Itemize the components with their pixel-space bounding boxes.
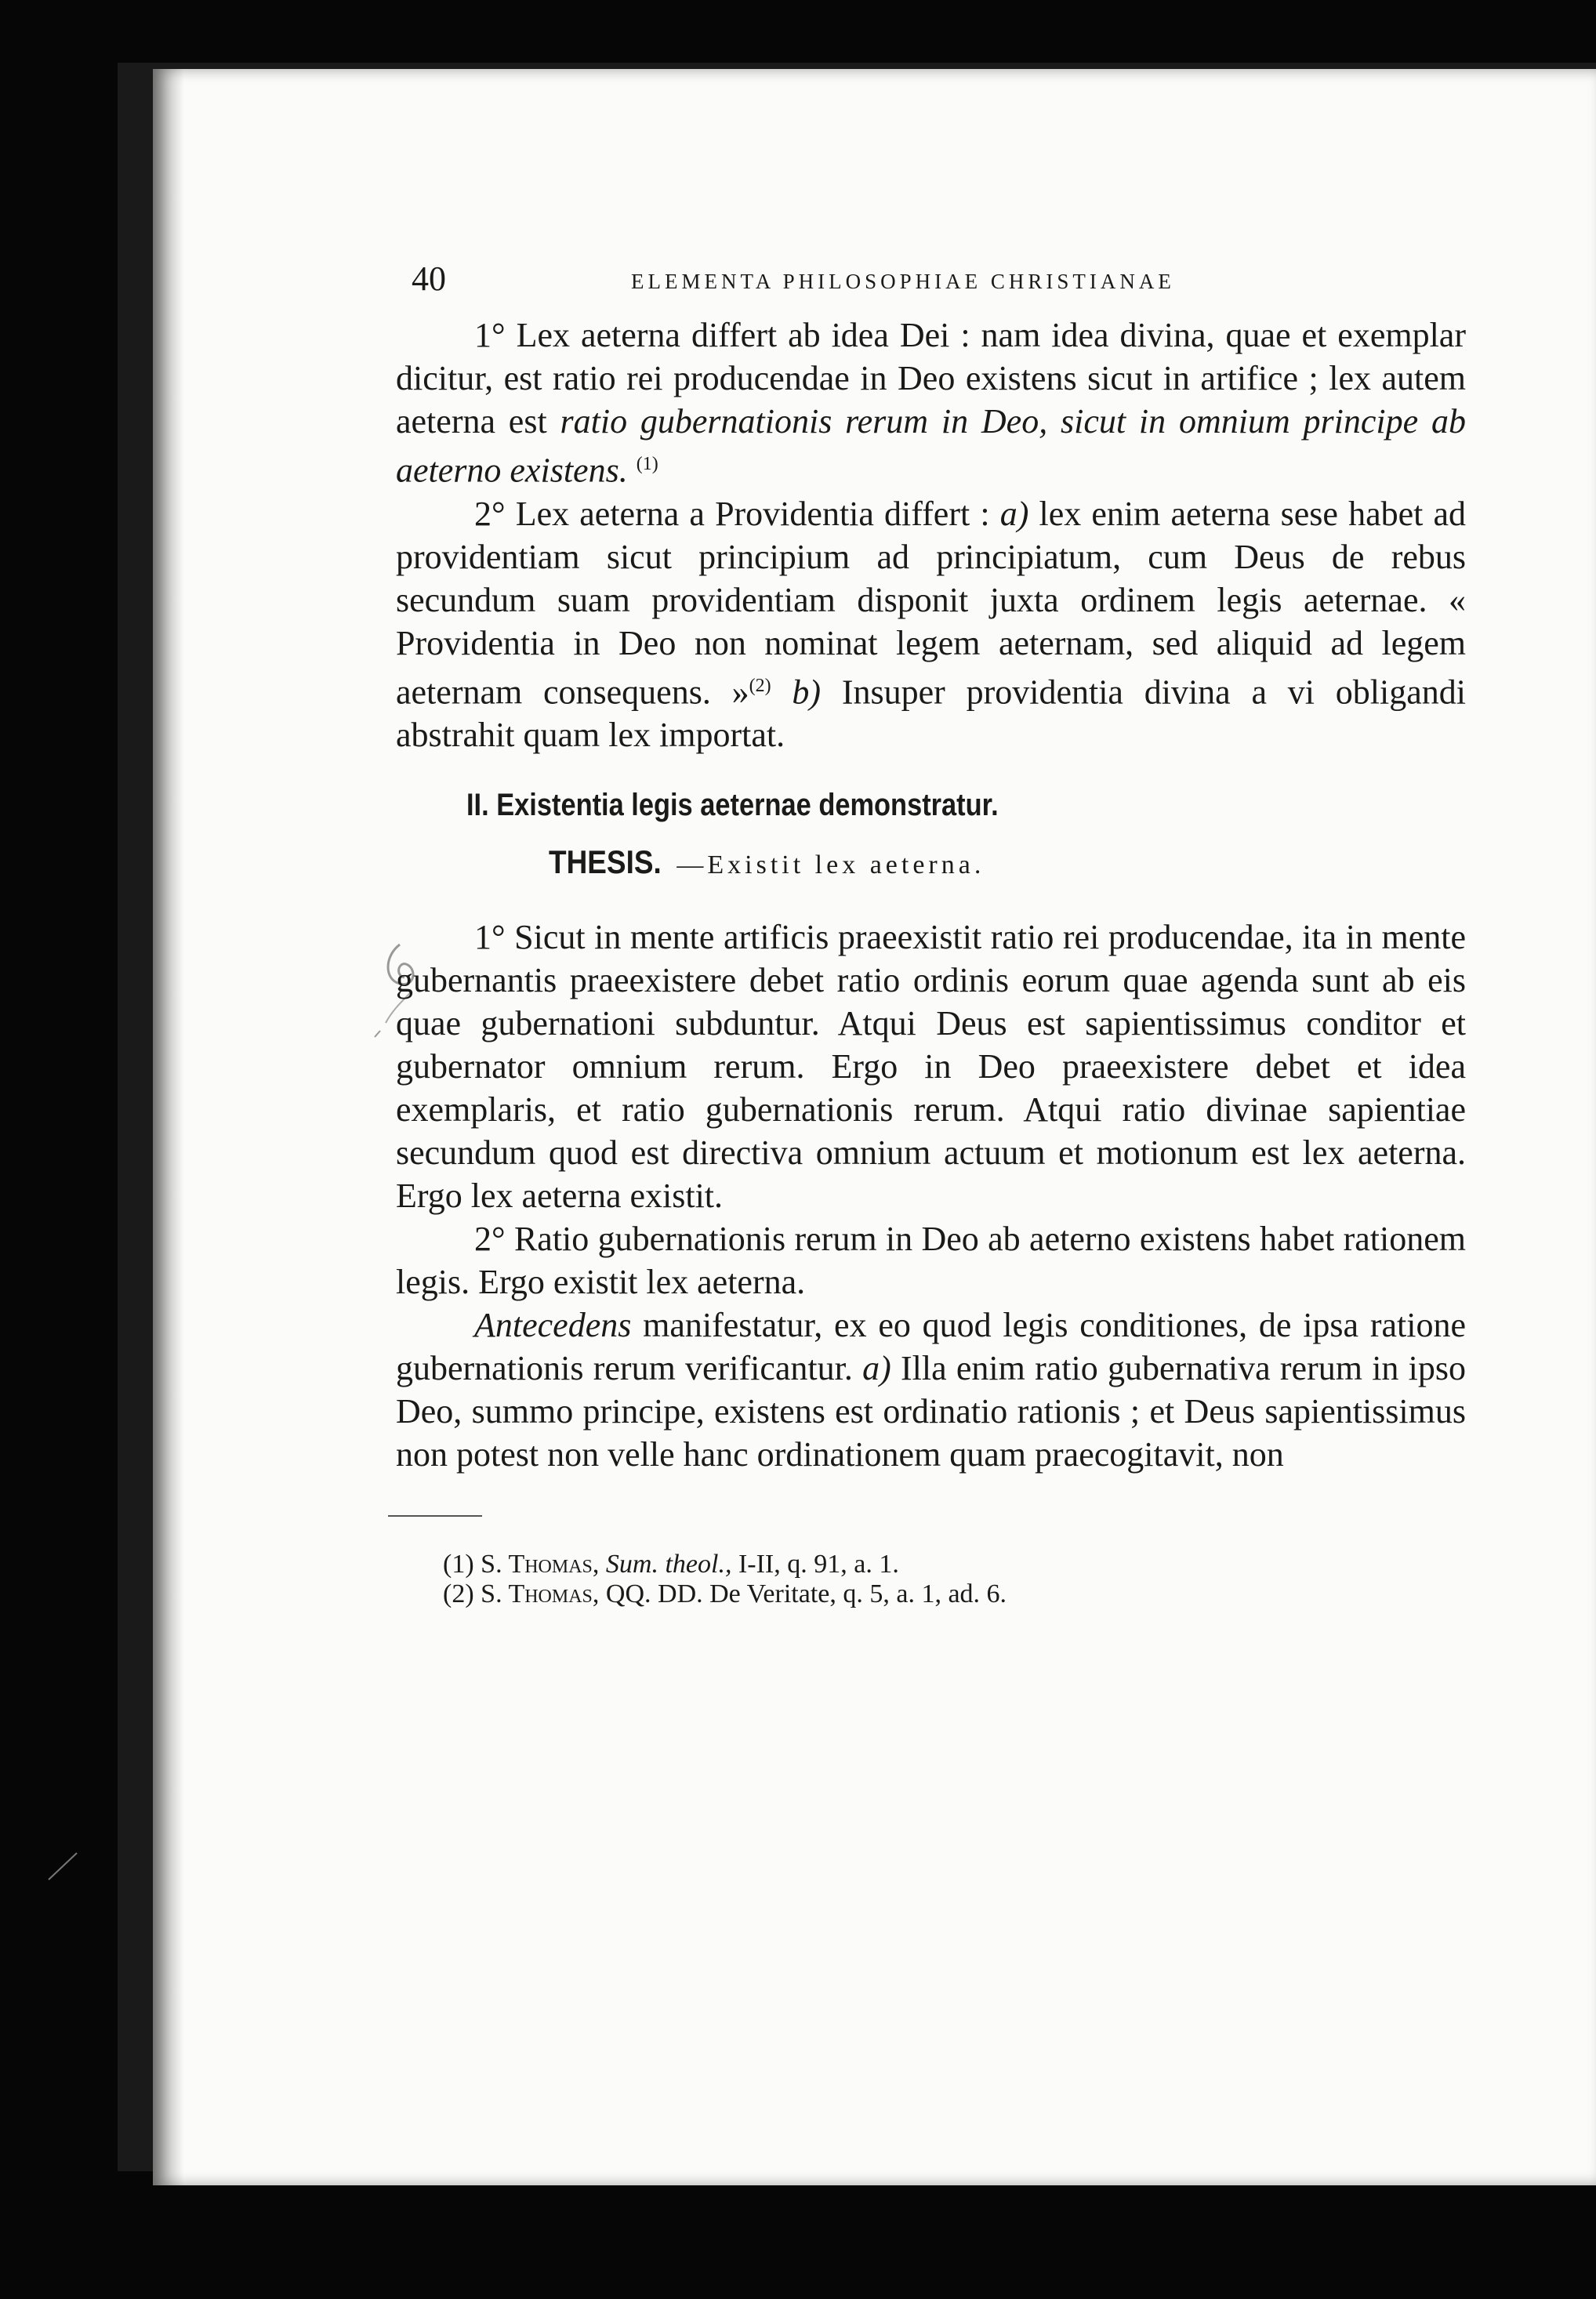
footnote-number: (1) [443,1550,474,1579]
footnote-1 [443,1550,1466,1579]
paragraph-text: 1° Lex aeterna differt ab idea Dei : nam idea divina, quae et exemplar dicitur, est ratio rei producendae in Deo existens sicut in artifice ; lex autem aeterna est [396,316,1466,441]
binding-scratch-mark [47,1850,78,1881]
paragraph-antecedens [396,1304,1466,1476]
paragraph-text: manifestatur, ex eo quod legis conditiones, de ipsa ratione gubernationis rerum verificantur. [396,1306,1466,1388]
page-number: 40 [412,259,446,298]
footnote-rule [388,1515,482,1517]
page-text-block [396,259,1466,1609]
paragraph-lex-differt-ab-idea [396,314,1466,492]
thesis-text: —Existit lex aeterna. [676,850,985,880]
footnote-location: q. 5, a. 1, ad. 6. [836,1579,1007,1609]
paragraph-text: Insuper providentia divina a vi obligandi abstrahit quam lex importat. [396,673,1467,755]
page-header [396,259,1466,314]
section-heading: II. Existentia legis aeternae demonstratur. [466,788,999,823]
thesis-label: THESIS. [549,843,662,881]
page-gutter-shadow [153,69,184,2185]
running-head: ELEMENTA PHILOSOPHIAE CHRISTIANAE [631,270,1175,293]
footnote-number: (2) [443,1579,474,1609]
paragraph-lex-a-providentia [396,492,1466,757]
paragraph-text: Illa enim ratio gubernativa rerum in ipso Deo, summo principe, existens est ordinatio rationis ; et Deus sapientissimus non potest non velle hanc ordinationem quam praecogitavit, non [396,1349,1467,1474]
footnote-ref-2: (2) [749,675,771,696]
italic-antecedens: Antecedens [474,1306,632,1345]
footnote-ref-1: (1) [636,454,658,474]
paragraph-argument-1: 1° Sicut in mente artificis praeexistit ratio rei producendae, ita in mente gubernantis praeexistere debet ratio ordinis eorum quae agenda sunt ab eis quae gubernationi subduntur. Atqui Deus est sapientissimus conditor et gubernator omnium rerum. Ergo in Deo praeexistere debet et idea exemplaris, et ratio gubernationis rerum. Atqui ratio divinae sapientiae secundum quod est directiva omnium actuum et motionum est lex aeterna. Ergo lex aeterna existit. [396,918,1466,1216]
italic-definition: ratio gubernationis rerum in Deo, sicut in omnium principe ab aeterno existens. [396,402,1467,490]
italic-marker: a) [999,494,1029,533]
footnote-work: Sum. theol., [605,1550,732,1579]
footnote-location: I-II, q. 91, a. 1. [731,1550,899,1579]
thesis-line [549,843,1466,881]
footnote-2 [443,1579,1466,1609]
footnote-work: QQ. DD. De Veritate, [605,1579,836,1609]
footnote-author: S. Thomas, [481,1550,600,1579]
footnote-author: S. Thomas, [481,1579,600,1609]
italic-marker: a) [862,1349,891,1388]
italic-marker: b) [771,673,822,712]
paragraph-argument-2: 2° Ratio gubernationis rerum in Deo ab aeterno existens habet rationem legis. Ergo existit lex aeterna. [396,1220,1466,1302]
paragraph-text: lex enim aeterna sese habet ad providentiam sicut principium ad principiatum, cum Deus de rebus secundum suam providentiam disponit juxta ordinem legis aeternae. « Providentia in Deo non nominat legem aeternam, sed aliquid ad legem aeternam consequens. » [396,494,1467,712]
paragraph-text: 2° Lex aeterna a Providentia differt : [474,494,1000,533]
